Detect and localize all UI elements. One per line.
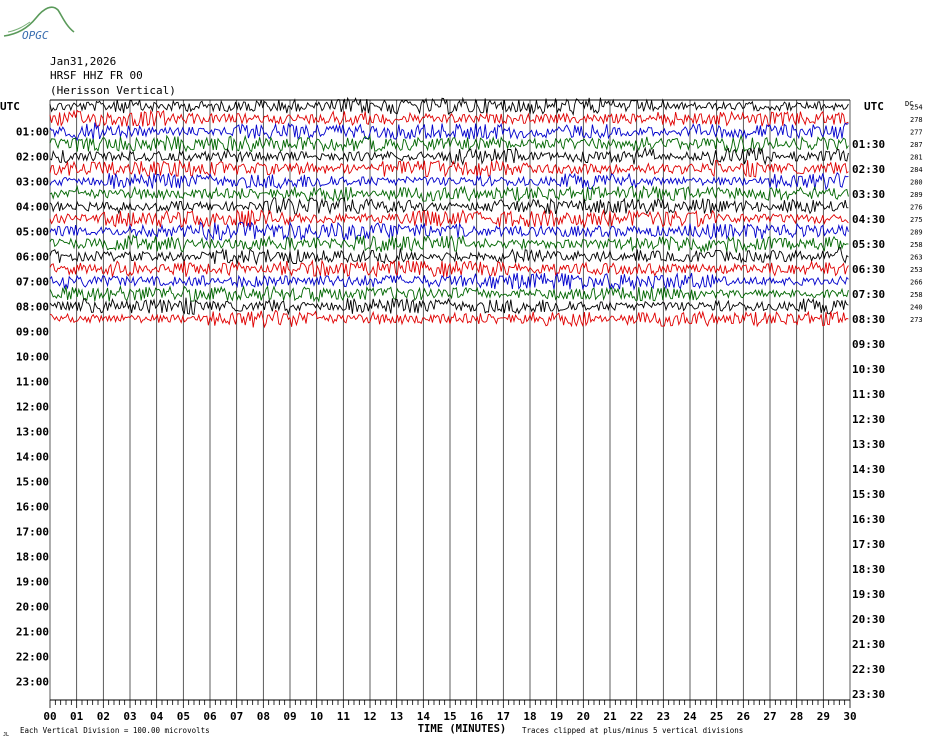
- x-tick-label: 13: [390, 710, 404, 723]
- left-time-label: 18:00: [15, 550, 49, 564]
- right-time-label: 14:30: [852, 462, 886, 476]
- right-time-label: 12:30: [852, 412, 886, 426]
- left-time-label: 23:00: [15, 675, 49, 689]
- dc-offset-label: 289: [910, 228, 923, 237]
- x-tick-label: 12: [363, 710, 377, 723]
- logo-text: OPGC: [22, 29, 49, 42]
- seismic-trace: [50, 235, 848, 252]
- left-axis-title: UTC: [0, 100, 20, 113]
- right-time-label: 06:30: [852, 262, 886, 276]
- chart-station: HRSF HHZ FR 00: [50, 69, 143, 82]
- seismic-trace: [50, 198, 848, 215]
- left-time-label: 17:00: [15, 525, 49, 539]
- dc-offset-label: 278: [910, 115, 923, 124]
- seismic-trace: [50, 298, 848, 315]
- dc-offset-label: 253: [910, 265, 923, 274]
- right-time-label: 17:30: [852, 537, 886, 551]
- x-tick-label: 29: [816, 710, 830, 723]
- left-time-label: 07:00: [15, 275, 49, 289]
- seismic-trace: [50, 210, 848, 227]
- x-tick-label: 11: [336, 710, 350, 723]
- left-time-label: 15:00: [15, 475, 49, 489]
- dc-offset-label: 258: [910, 290, 923, 299]
- x-tick-label: 16: [470, 710, 484, 723]
- left-time-label: 11:00: [15, 375, 49, 389]
- right-time-label: 04:30: [852, 212, 886, 226]
- left-time-label: 16:00: [15, 500, 49, 514]
- x-tick-label: 08: [256, 710, 270, 723]
- dc-offset-label: 258: [910, 240, 923, 249]
- dc-offset-label: 240: [910, 303, 923, 312]
- dc-offset-label: 289: [910, 190, 923, 199]
- dc-offset-label: 273: [910, 315, 923, 324]
- x-tick-label: 28: [790, 710, 804, 723]
- seismic-trace: [50, 173, 848, 190]
- dc-offset-label: 284: [910, 165, 923, 174]
- left-time-label: 19:00: [15, 575, 49, 589]
- right-time-label: 03:30: [852, 187, 886, 201]
- x-tick-label: 30: [843, 710, 857, 723]
- footer-clip-note: Traces clipped at plus/minus 5 vertical divisions: [522, 726, 744, 735]
- dc-offset-label: 281: [910, 153, 923, 162]
- x-tick-label: 06: [203, 710, 217, 723]
- chart-date: Jan31,2026: [50, 55, 117, 68]
- seismic-trace: [50, 187, 848, 202]
- left-time-label: 02:00: [15, 150, 49, 164]
- left-time-label: 12:00: [15, 400, 49, 414]
- x-axis-label: TIME (MINUTES): [417, 723, 507, 735]
- x-tick-label: 07: [230, 710, 244, 723]
- right-time-label: 05:30: [852, 237, 886, 251]
- seismic-trace: [50, 123, 848, 141]
- seismic-trace: [50, 310, 848, 327]
- x-tick-label: 09: [283, 710, 297, 723]
- left-time-label: 06:00: [15, 250, 49, 264]
- left-time-label: 04:00: [15, 200, 49, 214]
- dc-offset-label: 280: [910, 178, 923, 187]
- right-time-label: 20:30: [852, 612, 886, 626]
- seismic-trace: [50, 286, 848, 301]
- left-time-label: 20:00: [15, 600, 49, 614]
- seismic-trace: [50, 160, 848, 177]
- x-tick-label: 26: [736, 710, 750, 723]
- x-tick-label: 22: [630, 710, 644, 723]
- footer-scale-note: Each Vertical Division = 100.00 microvolts: [20, 726, 210, 735]
- left-time-label: 14:00: [15, 450, 49, 464]
- x-tick-label: 10: [310, 710, 324, 723]
- right-time-label: 10:30: [852, 362, 886, 376]
- left-time-label: 03:00: [15, 175, 49, 189]
- dc-offset-label: 277: [910, 128, 923, 137]
- x-tick-label: 18: [523, 710, 537, 723]
- x-tick-label: 02: [96, 710, 110, 723]
- left-time-label: 09:00: [15, 325, 49, 339]
- dc-offset-label: 275: [910, 215, 923, 224]
- left-time-label: 22:00: [15, 650, 49, 664]
- x-tick-label: 14: [416, 710, 430, 723]
- left-time-label: 21:00: [15, 625, 49, 639]
- right-axis-title: UTC: [864, 100, 884, 113]
- right-time-label: 18:30: [852, 562, 886, 576]
- dc-label: DC: [905, 100, 914, 108]
- x-tick-label: 00: [43, 710, 57, 723]
- left-time-label: 08:00: [15, 300, 49, 314]
- x-tick-label: 05: [176, 710, 190, 723]
- left-time-label: 13:00: [15, 425, 49, 439]
- right-time-label: 22:30: [852, 662, 886, 676]
- x-tick-label: 03: [123, 710, 137, 723]
- dc-offset-label: 263: [910, 253, 923, 262]
- right-time-label: 16:30: [852, 512, 886, 526]
- right-time-label: 13:30: [852, 437, 886, 451]
- left-time-label: 01:00: [15, 125, 49, 139]
- left-time-label: 05:00: [15, 225, 49, 239]
- seismic-trace: [50, 148, 848, 165]
- seismic-trace: [50, 261, 848, 277]
- dc-offset-label: 287: [910, 140, 923, 149]
- x-tick-label: 20: [576, 710, 590, 723]
- right-time-label: 07:30: [852, 287, 886, 301]
- chart-location: (Herisson Vertical): [50, 84, 176, 97]
- right-time-label: 08:30: [852, 312, 886, 326]
- dc-offset-label: 254: [910, 103, 923, 112]
- x-tick-label: 19: [550, 710, 564, 723]
- x-tick-label: 24: [683, 710, 697, 723]
- left-time-label: 10:00: [15, 350, 49, 364]
- x-tick-label: 04: [150, 710, 164, 723]
- x-tick-label: 17: [496, 710, 510, 723]
- right-time-label: 15:30: [852, 487, 886, 501]
- x-tick-label: 21: [603, 710, 617, 723]
- right-time-label: 02:30: [852, 162, 886, 176]
- footer-mark: JL: [3, 732, 10, 738]
- x-tick-label: 23: [656, 710, 670, 723]
- seismic-trace: [50, 248, 848, 265]
- right-time-label: 19:30: [852, 587, 886, 601]
- x-tick-label: 27: [763, 710, 777, 723]
- right-time-label: 21:30: [852, 637, 886, 651]
- right-time-label: 09:30: [852, 337, 886, 351]
- x-tick-label: 15: [443, 710, 457, 723]
- x-tick-label: 01: [70, 710, 84, 723]
- x-tick-label: 25: [710, 710, 724, 723]
- right-time-label: 23:30: [852, 687, 886, 701]
- right-time-label: 01:30: [852, 137, 886, 151]
- dc-offset-label: 266: [910, 278, 923, 287]
- dc-offset-label: 276: [910, 203, 923, 212]
- right-time-label: 11:30: [852, 387, 886, 401]
